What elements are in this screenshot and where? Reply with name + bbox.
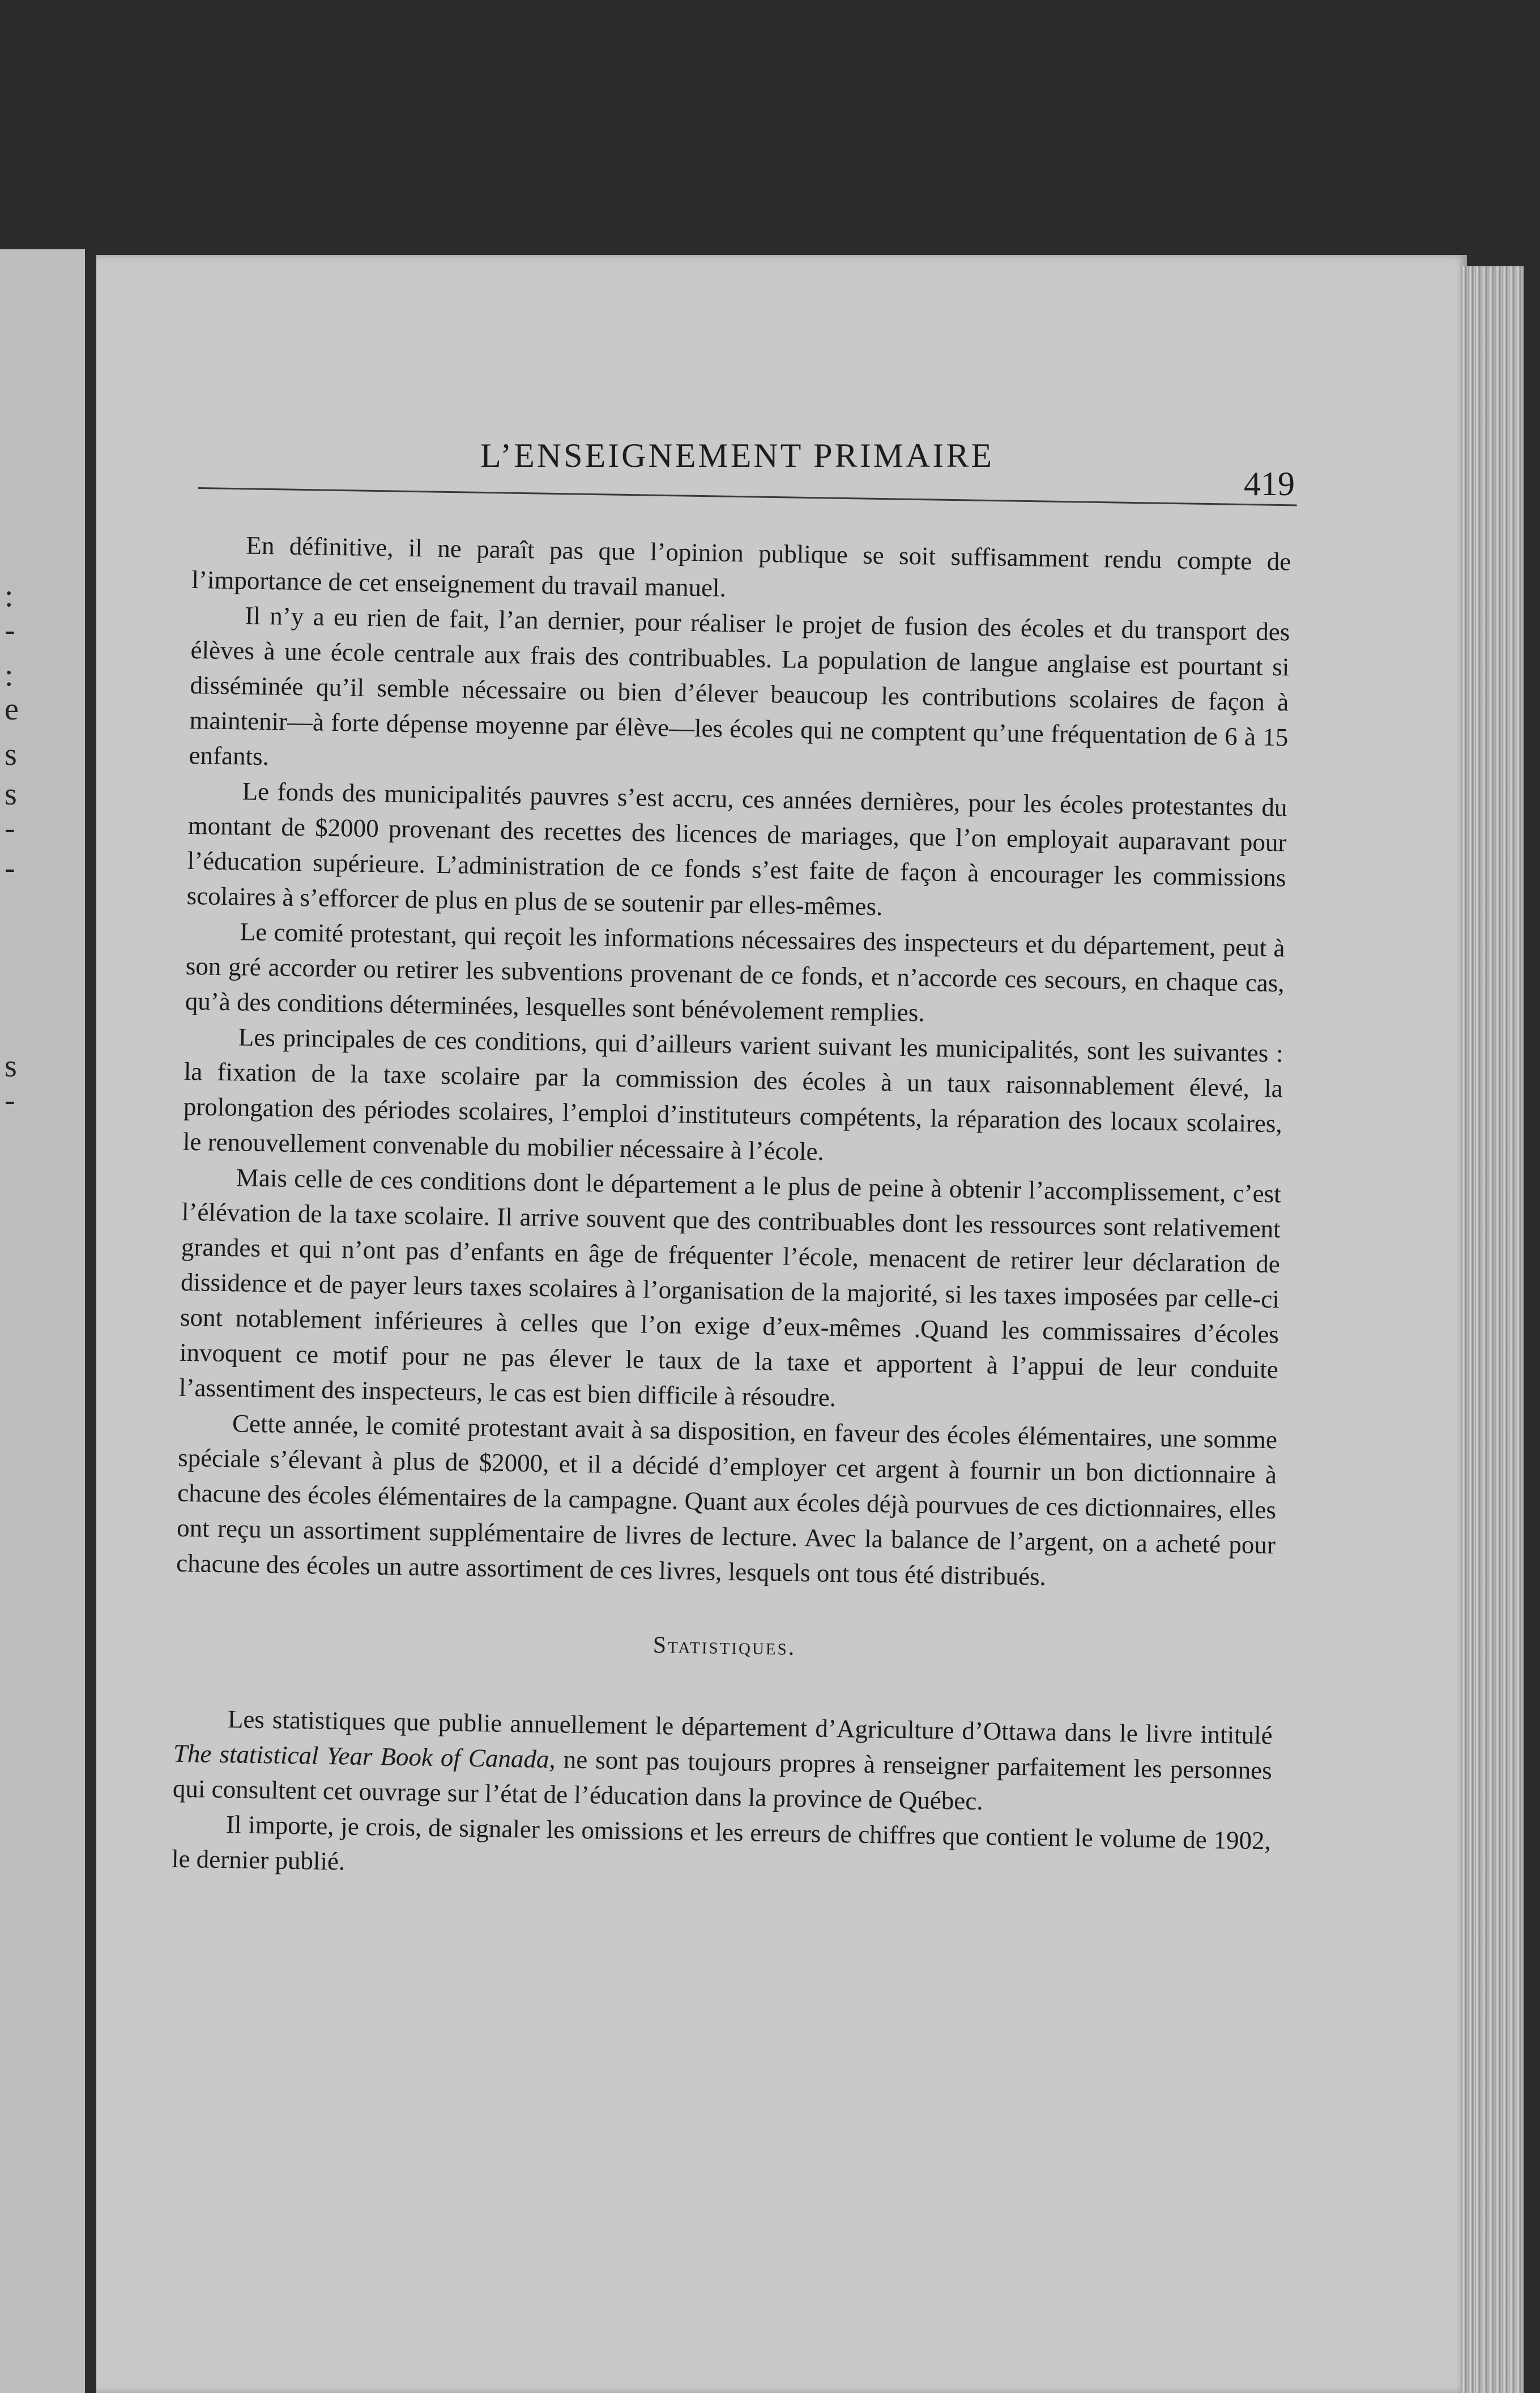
left-page-edge — [0, 249, 85, 2393]
page-stack-edges — [1461, 266, 1524, 2393]
paragraph: Il n’y a eu rien de fait, l’an dernier, pour réaliser le projet de fusion des écoles et du transport des élèves à une école centrale aux frais des contribuables. La population de langue anglaise est pourtant si disséminée qu’il semble nécessaire ou bien d’élever beaucoup les contributions scolaires de façon à maintenir—à forte dépense moyenne par élève—les écoles qui ne comptent qu’une fréquentation de 6 à 15 enfants. — [189, 601, 1290, 771]
paragraph — [173, 1701, 1273, 1823]
left-page-fragment: - — [5, 850, 15, 885]
left-page-fragment: : — [5, 578, 14, 614]
book-title: The statistical Year Book of Canada, — [173, 1739, 556, 1774]
paragraph: Les principales de ces conditions, qui d’ailleurs varient suivant les municipalités, sont les suivantes : la fixation de la taxe scolaire par la commission des écoles à un taux raisonnablement élevé, la prolongation des périodes scolaires, l’emploi d’instituteurs compétents, la réparation des locaux scolaires, le renouvellement convenable du mobilier nécessaire à l’école. — [182, 1023, 1284, 1166]
left-page-fragment: s — [5, 777, 17, 812]
left-page-fragment: : — [5, 658, 14, 693]
body-text — [172, 527, 1291, 1893]
left-page-fragment: - — [5, 612, 15, 648]
left-page-fragment: - — [5, 1083, 15, 1118]
running-head: L’ENSEIGNEMENT PRIMAIRE — [480, 437, 995, 474]
stats-text-after: ne sont pas toujours propres à renseigner parfaitement les personnes qui consultent cet ouvrage sur l’état de l’éducation dans la province de Québec. — [172, 1745, 1273, 1816]
paragraph: Il importe, je crois, de signaler les omissions et les erreurs de chiffres que contient le volume de 1902, le dernier publié. — [171, 1810, 1272, 1876]
paragraph: Cette année, le comité protestant avait à sa disposition, en faveur des écoles élémentaires, une somme spéciale s’élevant à plus de $2000, et il a décidé d’employer cet argent à fournir un bon dictionnaire à chacune des écoles élémentaires de la campagne. Quant aux écoles déjà pourvues de ces dictionnaires, elles ont reçu un assortiment supplémentaire de livres de lecture. Avec la balance de l’argent, on a acheté pour chacune des écoles un autre assortiment de ces livres, lesquels ont tous été distribués. — [176, 1409, 1278, 1591]
left-page-fragment: s — [5, 737, 17, 772]
paragraph: En définitive, il ne paraît pas que l’opinion publique se soit suffisamment rendu compte de l’importance de cet enseignement du travail manuel. — [191, 531, 1291, 602]
left-page-fragment: e — [5, 692, 19, 727]
paragraph: Le comité protestant, qui reçoit les informations nécessaires des inspecteurs et du département, peut à son gré accorder ou retirer les subventions provenant de ce fonds, et n’accorde ces secours, en chaque cas, qu’à des conditions déterminées, lesquelles sont bénévolement remplies. — [185, 917, 1285, 1027]
left-page-fragment: - — [5, 811, 15, 846]
paragraph: Mais celle de ces conditions dont le département a le plus de peine à obtenir l’accomplissement, c’est l’élévation de la taxe scolaire. Il arrive souvent que des contribuables dont les ressources sont relativement grandes et qui n’ont pas d’enfants en âge de fréquenter l’école, menacent de retirer leur déclaration de dissidence et de payer leurs taxes scolaires à l’organisation de la majorité, si les taxes imposées par celle-ci sont notablement inférieures à celles que l’on exige d’eux-mêmes .Quand les commissaires d’écoles invoquent ce motif pour ne pas élever le taux de la taxe et apportent à l’appui de leur conduite l’assentiment des inspecteurs, le cas est bien difficile à résoudre. — [178, 1163, 1282, 1412]
paragraph: Le fonds des municipalités pauvres s’est accru, ces années dernières, pour les écoles protestantes du montant de $2000 provenant des recettes des licences de mariages, que l’on employait auparavant pour l’éducation supérieure. L’administration de ce fonds s’est faite de façon à encourager les commissions scolaires à s’efforcer de plus en plus de se soutenir par elles-mêmes. — [186, 777, 1287, 921]
page-number: 419 — [1244, 465, 1295, 503]
left-page-fragment: s — [5, 1049, 17, 1084]
stats-text-before: Les statistiques que publie annuellement le département d’Agriculture d’Ottawa dans le livre intitulé — [227, 1705, 1273, 1750]
section-heading: Statistiques. — [652, 1632, 796, 1660]
